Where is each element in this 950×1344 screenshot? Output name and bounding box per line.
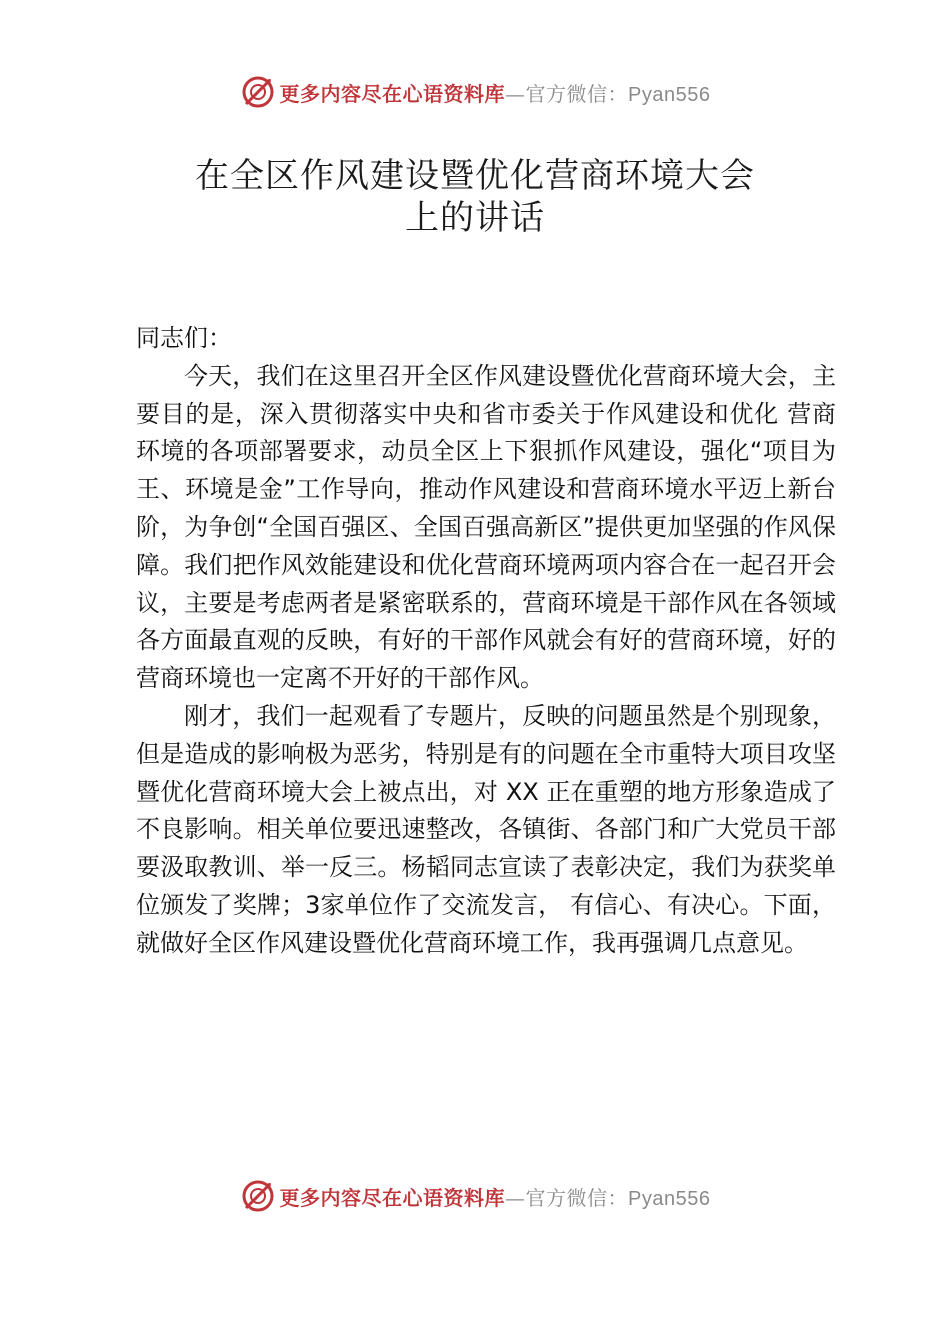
body-paragraph: 刚才，我们一起观看了专题片，反映的问题虽然是个别现象，但是造成的影响极为恶劣，特别是有的问题在全市重特大项目攻坚暨优化营商环境大会上被点出，对 XX 正在重塑的地方形象造成了不良影响。相关单位要迅速整改，各镇街、各部门和广大党员干部要汲取教训、举一反三。杨韬同志宣读了表彰决定，我们为获奖单位颁发了奖牌；3家单位作了交流发言， 有信心、有决心。下面，就做好全区作风建设暨优化营商环境工作，我再强调几点意见。 <box>136 701 836 957</box>
body-paragraph: 今天，我们在这里召开全区作风建设暨优化营商环境大会，主要目的是，深入贯彻落实中央和省市委关于作风建设和优化 营商环境的各项部署要求，动员全区上下狠抓作风建设，强化“项目为王、环境是金”工作导向，推动作风建设和营商环境水平迈上新台阶，为争创“全国百强区、全国百强高新区”提供更加坚强的作风保障。我们把作风效能建设和优化营商环境两项内容合在一起召开会议，主要是考虑两者是紧密联系的，营商环境是干部作风在各领域各方面最直观的反映，有好的干部作风就会有好的营商环境，好的营商环境也一定离不开好的干部作风。 <box>136 361 836 693</box>
brand-logo-icon <box>240 1178 276 1214</box>
banner-content <box>240 74 711 110</box>
banner-wechat-label: —官方微信： <box>505 1185 629 1210</box>
banner-content <box>240 1178 711 1214</box>
footer-banner <box>0 1176 950 1216</box>
banner-wechat-id: Pyan556 <box>628 1187 711 1210</box>
title-line-1: 在全区作风建设暨优化营商环境大会 <box>195 156 755 196</box>
salutation: 同志们： <box>136 324 232 352</box>
header-banner <box>0 72 950 112</box>
brand-logo-icon <box>240 74 276 110</box>
banner-main-text: 更多内容尽在心语资料库 <box>279 81 506 106</box>
document-body <box>136 320 836 963</box>
banner-main-text: 更多内容尽在心语资料库 <box>279 1185 506 1210</box>
banner-wechat-id: Pyan556 <box>628 83 711 106</box>
title-line-2: 上的讲话 <box>405 198 545 238</box>
document-title <box>0 155 950 239</box>
banner-text <box>280 78 711 107</box>
banner-wechat-label: —官方微信： <box>505 81 629 106</box>
banner-text <box>280 1182 711 1211</box>
